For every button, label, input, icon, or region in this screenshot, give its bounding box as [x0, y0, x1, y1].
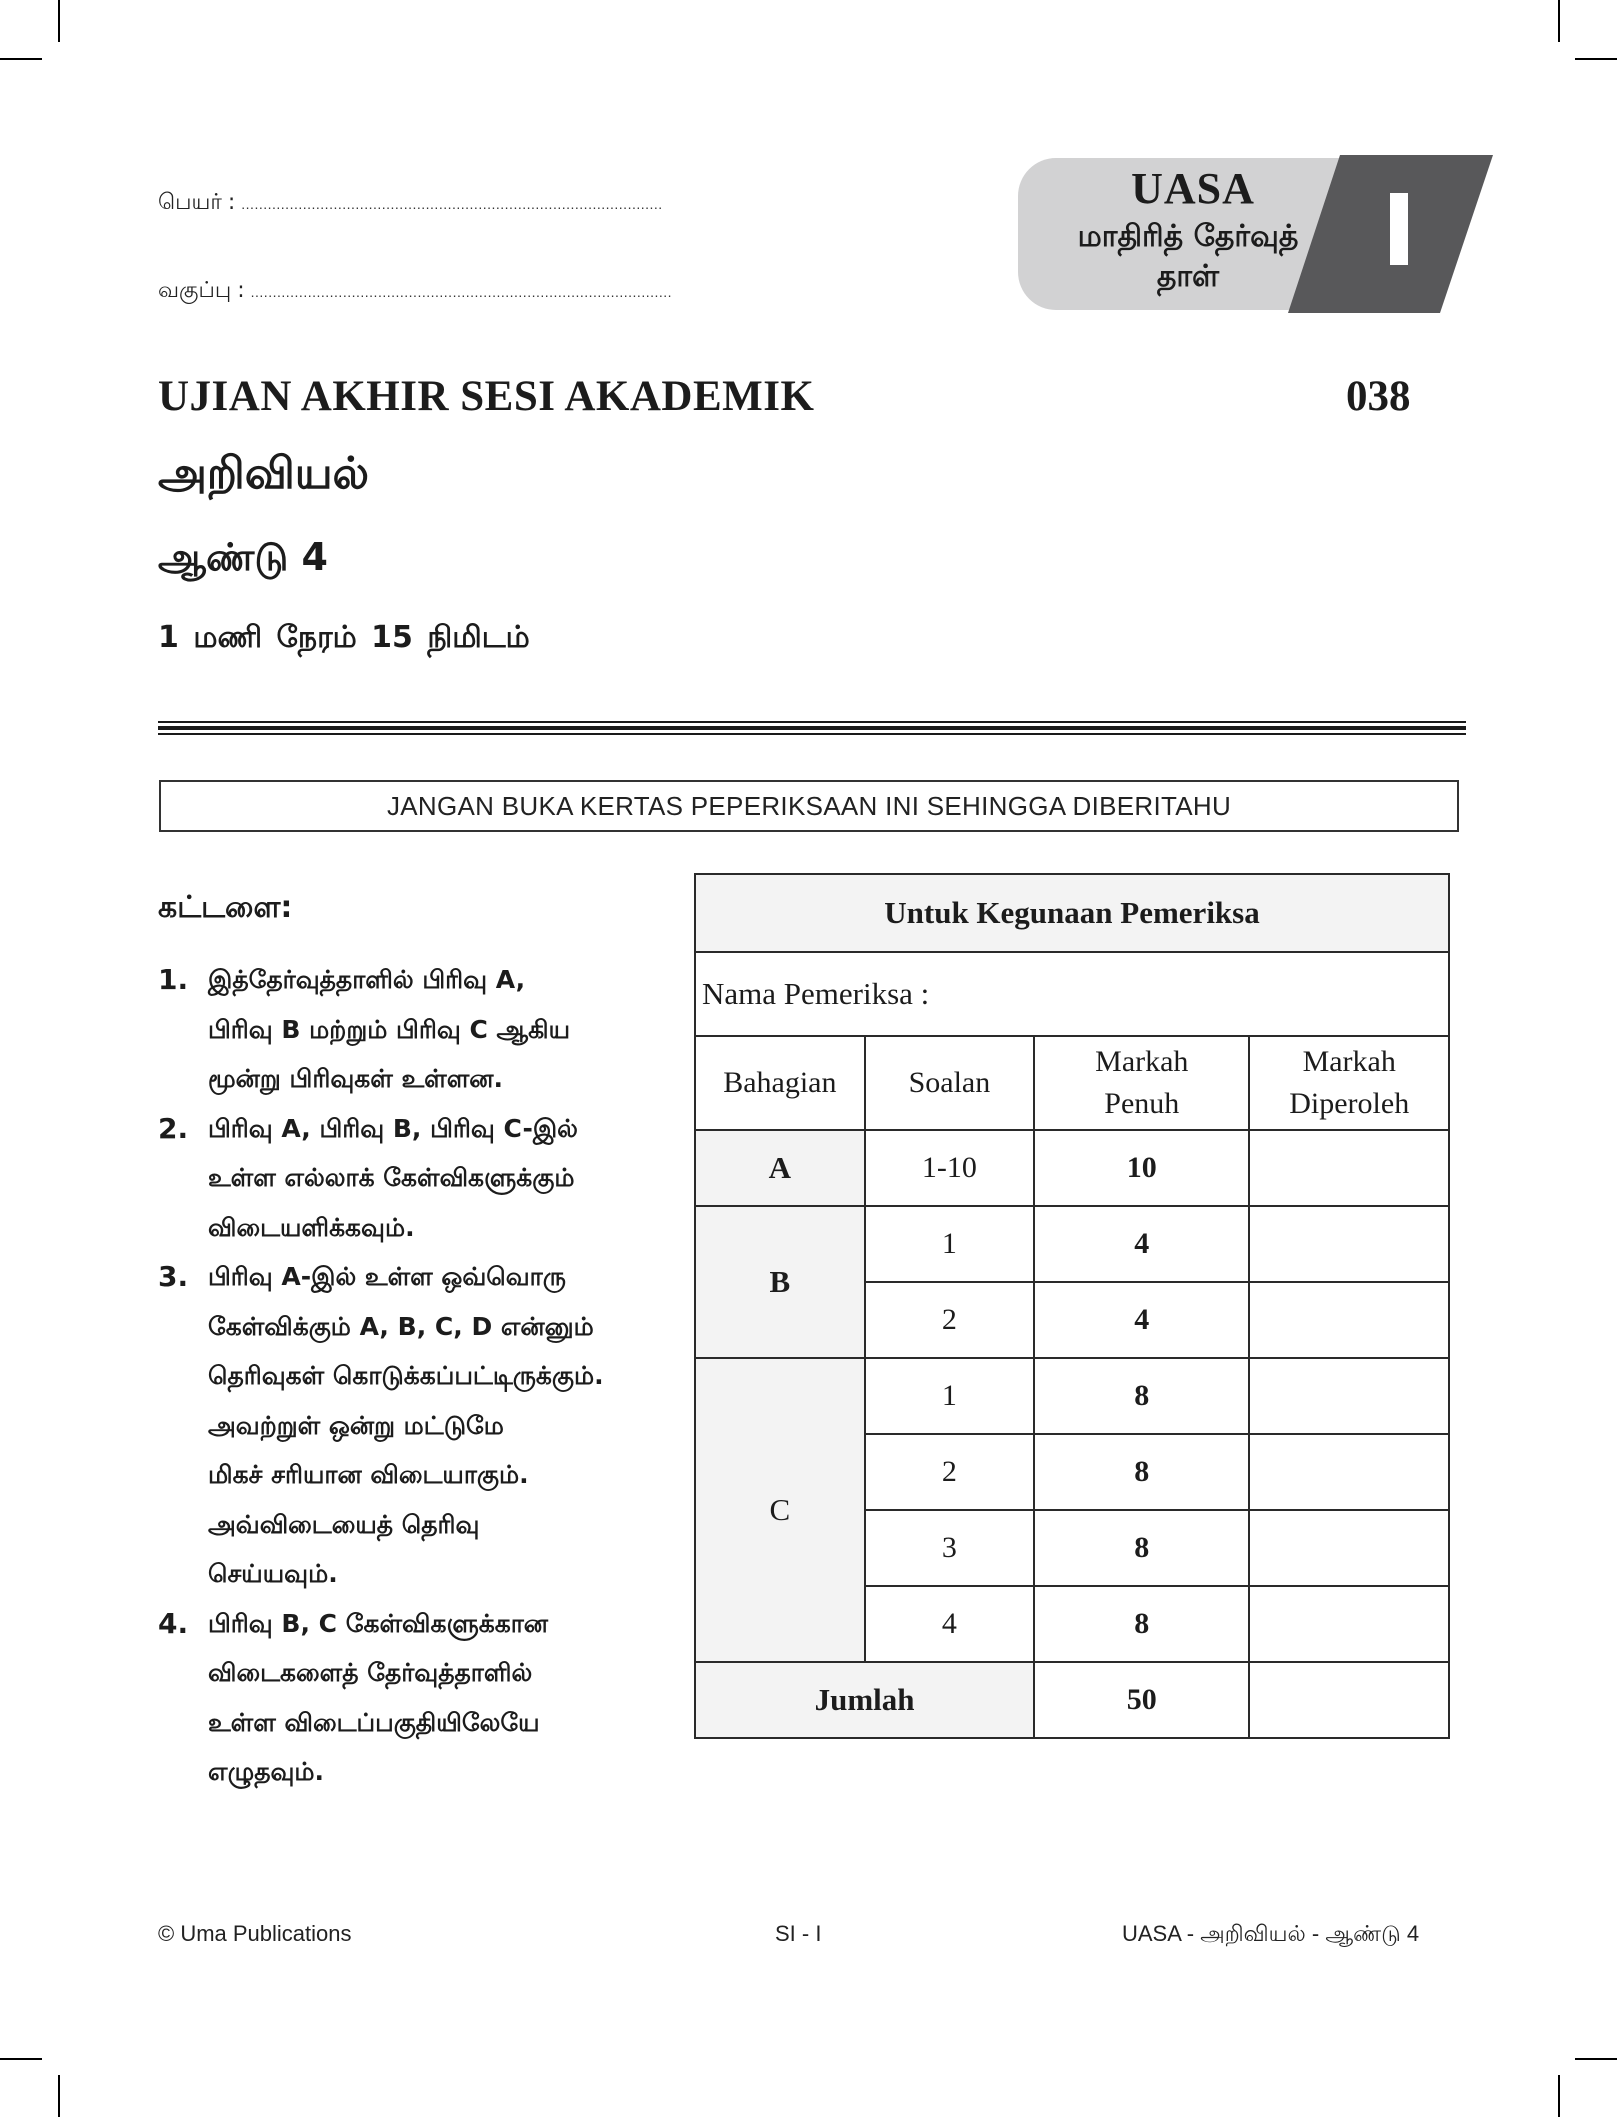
footer-page-number: SI - I [775, 1921, 822, 1946]
column-header-markah-diperoleh [1249, 1036, 1449, 1130]
divider-thick [158, 726, 1466, 730]
instruction-line: பிரிவு A, பிரிவு B, பிரிவு C-இல் [208, 1113, 578, 1143]
question-cell: 4 [865, 1586, 1034, 1662]
instruction-item [158, 1104, 678, 1253]
name-dotted-line[interactable]: ................................................................................................ [241, 196, 663, 212]
warning-box [159, 780, 1459, 832]
instructions-list [158, 955, 678, 1797]
marks-obtained-cell[interactable] [1249, 1206, 1449, 1282]
instruction-line: விடையளிக்கவும். [208, 1212, 415, 1242]
question-cell: 3 [865, 1510, 1034, 1586]
instruction-line: மிகச் சரியான விடையாகும். [208, 1460, 529, 1489]
name-field[interactable] [158, 190, 663, 218]
marks-obtained-cell[interactable] [1249, 1586, 1449, 1662]
full-marks-cell: 8 [1034, 1434, 1249, 1510]
instruction-item [158, 1252, 678, 1599]
marks-obtained-cell[interactable] [1249, 1510, 1449, 1586]
uasa-badge [1018, 155, 1493, 313]
full-marks-cell: 4 [1034, 1206, 1249, 1282]
column-header-markah-penuh [1034, 1036, 1249, 1130]
crop-mark-bottom-right-horizontal [1575, 2058, 1617, 2060]
divider-thin-bottom [158, 733, 1466, 735]
full-marks-cell: 8 [1034, 1358, 1249, 1434]
instruction-line: இத்தேர்வுத்தாளில் பிரிவு A, [208, 965, 526, 994]
column-header-markah-penuh-line2: Penuh [1104, 1087, 1180, 1120]
instruction-line: மூன்று பிரிவுகள் உள்ளன. [208, 1064, 504, 1093]
section-cell-b: B [695, 1206, 865, 1358]
instruction-line: செய்யவும். [208, 1559, 338, 1588]
badge-subtitle [1028, 217, 1348, 297]
column-header-markah-penuh-line1: Markah [1095, 1045, 1189, 1078]
instruction-line: விடைகளைத் தேர்வுத்தாளில் [208, 1658, 533, 1687]
paper-number-glyph [1390, 193, 1408, 265]
class-label: வகுப்பு [158, 278, 232, 303]
marks-obtained-cell[interactable] [1249, 1434, 1449, 1510]
footer-publisher: © Uma Publications [158, 1921, 352, 1946]
full-marks-cell: 4 [1034, 1282, 1249, 1358]
section-cell-c: C [695, 1358, 865, 1662]
instruction-line: அவ்விடையைத் தெரிவு [208, 1509, 480, 1539]
divider-thin-top [158, 721, 1466, 723]
total-row [695, 1662, 1449, 1738]
examiner-name-cell[interactable] [695, 952, 1449, 1036]
exam-title: UJIAN AKHIR SESI AKADEMIK [158, 373, 815, 420]
instruction-number: 2. [158, 1111, 189, 1145]
full-marks-cell: 10 [1034, 1130, 1249, 1206]
instruction-line: உள்ள விடைப்பகுதியிலேயே [208, 1707, 540, 1737]
badge-subtitle-line2: தாள் [1156, 259, 1220, 294]
instruction-text [208, 1252, 678, 1599]
question-cell: 1 [865, 1206, 1034, 1282]
class-separator: : [237, 278, 245, 303]
instruction-line: கேள்விக்கும் A, B, C, D என்னும் [208, 1311, 594, 1341]
instruction-number: 1. [158, 963, 189, 996]
table-row [695, 1206, 1449, 1282]
instruction-line: பிரிவு B, C கேள்விகளுக்கான [208, 1608, 549, 1638]
column-header-markah-diperoleh-line1: Markah [1302, 1045, 1396, 1078]
full-marks-cell: 8 [1034, 1586, 1249, 1662]
question-cell: 1 [865, 1358, 1034, 1434]
full-marks-cell: 8 [1034, 1510, 1249, 1586]
total-full-marks: 50 [1034, 1662, 1249, 1738]
badge-subtitle-line1: மாதிரித் தேர்வுத் [1077, 219, 1299, 254]
column-header-markah-diperoleh-line2: Diperoleh [1289, 1087, 1410, 1120]
examiner-name-label: Nama Pemeriksa : [702, 976, 930, 1011]
footer-running-title: UASA - அறிவியல் - ஆண்டு 4 [1122, 1921, 1420, 1946]
table-row [695, 1358, 1449, 1434]
year-level: ஆண்டு 4 [158, 535, 328, 579]
subject-name: அறிவியல் [158, 448, 370, 499]
instruction-line: உள்ள எல்லாக் கேள்விகளுக்கும் [208, 1163, 575, 1192]
instruction-line: எழுதவும். [208, 1757, 325, 1786]
exam-duration: 1 மணி நேரம் 15 நிமிடம் [158, 620, 530, 655]
instruction-line: பிரிவு B மற்றும் பிரிவு C ஆகிய [208, 1014, 571, 1044]
instruction-number: 4. [158, 1606, 189, 1640]
instruction-line: தெரிவுகள் கொடுக்கப்பட்டிருக்கும். [208, 1361, 604, 1390]
instructions-title: கட்டளை: [158, 890, 293, 925]
name-separator: : [227, 190, 236, 215]
instruction-text [208, 1104, 678, 1253]
marks-obtained-cell[interactable] [1249, 1130, 1449, 1206]
total-marks-obtained-cell[interactable] [1249, 1662, 1449, 1738]
instruction-item [158, 1599, 678, 1797]
examiner-table-title: Untuk Kegunaan Pemeriksa [695, 874, 1449, 952]
badge-title: UASA [1131, 164, 1255, 213]
examiner-table [694, 873, 1450, 1739]
instruction-number: 3. [158, 1260, 189, 1293]
crop-mark-bottom-left-vertical [58, 2075, 60, 2117]
total-label: Jumlah [695, 1662, 1034, 1738]
crop-mark-top-right-vertical [1558, 0, 1560, 42]
crop-mark-top-left-horizontal [0, 58, 42, 60]
subject-code: 038 [1346, 373, 1411, 420]
instruction-text [208, 1599, 678, 1797]
crop-mark-top-right-horizontal [1575, 58, 1617, 60]
instruction-line: அவற்றுள் ஒன்று மட்டுமே [208, 1410, 504, 1440]
instruction-text [208, 955, 678, 1104]
marks-obtained-cell[interactable] [1249, 1282, 1449, 1358]
instruction-item [158, 955, 678, 1104]
question-cell: 1-10 [865, 1130, 1034, 1206]
table-row [695, 1130, 1449, 1206]
class-field[interactable] [158, 278, 672, 306]
column-header-soalan: Soalan [865, 1036, 1034, 1130]
question-cell: 2 [865, 1434, 1034, 1510]
section-cell-a: A [695, 1130, 865, 1206]
crop-mark-bottom-left-horizontal [0, 2058, 42, 2060]
question-cell: 2 [865, 1282, 1034, 1358]
class-dotted-line[interactable]: ................................................................................................ [250, 284, 673, 300]
marks-obtained-cell[interactable] [1249, 1358, 1449, 1434]
column-header-bahagian: Bahagian [695, 1036, 865, 1130]
instruction-line: பிரிவு A-இல் உள்ள ஒவ்வொரு [208, 1262, 566, 1291]
crop-mark-bottom-right-vertical [1558, 2075, 1560, 2117]
crop-mark-top-left-vertical [58, 0, 60, 42]
name-label: பெயர் [158, 190, 222, 215]
warning-text: JANGAN BUKA KERTAS PEPERIKSAAN INI SEHINGGA DIBERITAHU [386, 790, 1232, 821]
